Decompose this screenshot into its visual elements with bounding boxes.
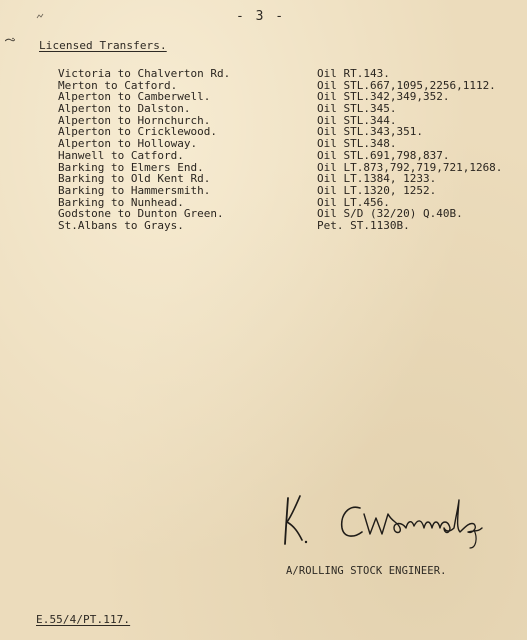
- transfer-route: Alperton to Cricklewood.: [58, 125, 217, 139]
- transfer-route: Barking to Hammersmith.: [58, 183, 211, 197]
- transfer-reference: Oil STL.667,1095,2256,1112.: [317, 78, 496, 92]
- transfer-reference: Oil STL.342,349,352.: [317, 90, 450, 104]
- transfer-row: [0, 220, 527, 232]
- transfer-route: Alperton to Hornchurch.: [58, 113, 211, 127]
- transfer-route: Barking to Elmers End.: [58, 160, 204, 174]
- transfer-row: [0, 150, 527, 162]
- signatory-role: A/ROLLING STOCK ENGINEER.: [286, 565, 447, 577]
- ink-speck: [36, 12, 44, 20]
- section-heading: Licensed Transfers.: [39, 39, 167, 52]
- transfer-reference: Oil STL.348.: [317, 137, 397, 151]
- file-reference: E.55/4/PT.117.: [36, 613, 131, 626]
- transfer-reference: Oil LT.1384, 1233.: [317, 172, 437, 186]
- transfer-reference: Oil STL.691,798,837.: [317, 148, 450, 162]
- transfer-reference: Oil STL.343,351.: [317, 125, 423, 139]
- transfer-row: [0, 68, 527, 80]
- handwritten-signature: [278, 486, 498, 552]
- transfer-route: Alperton to Holloway.: [58, 137, 198, 151]
- transfer-row: [0, 103, 527, 115]
- transfer-route: St.Albans to Grays.: [58, 218, 184, 232]
- page-number: - 3 -: [236, 9, 286, 24]
- transfer-route: Alperton to Camberwell.: [58, 90, 211, 104]
- transfer-reference: Oil S/D (32/20) Q.40B.: [317, 207, 463, 221]
- transfer-reference: Pet. ST.1130B.: [317, 218, 410, 232]
- transfer-route: Hanwell to Catford.: [58, 148, 184, 162]
- transfer-route: Barking to Nunhead.: [58, 195, 184, 209]
- transfer-list: [0, 68, 527, 232]
- transfer-route: Godstone to Dunton Green.: [58, 207, 224, 221]
- transfer-route: Barking to Old Kent Rd.: [58, 172, 211, 186]
- transfer-reference: Oil RT.143.: [317, 67, 390, 80]
- transfer-reference: Oil STL.344.: [317, 113, 397, 127]
- transfer-reference: Oil STL.345.: [317, 102, 397, 116]
- transfer-reference: Oil LT.873,792,719,721,1268.: [317, 160, 503, 174]
- transfer-reference: Oil LT.456.: [317, 195, 390, 209]
- transfer-route: Merton to Catford.: [58, 78, 178, 92]
- transfer-row: [0, 185, 527, 197]
- transfer-reference: Oil LT.1320, 1252.: [317, 183, 437, 197]
- margin-mark: [5, 37, 15, 43]
- transfer-route: Alperton to Dalston.: [58, 102, 191, 116]
- transfer-route: Victoria to Chalverton Rd.: [58, 67, 231, 80]
